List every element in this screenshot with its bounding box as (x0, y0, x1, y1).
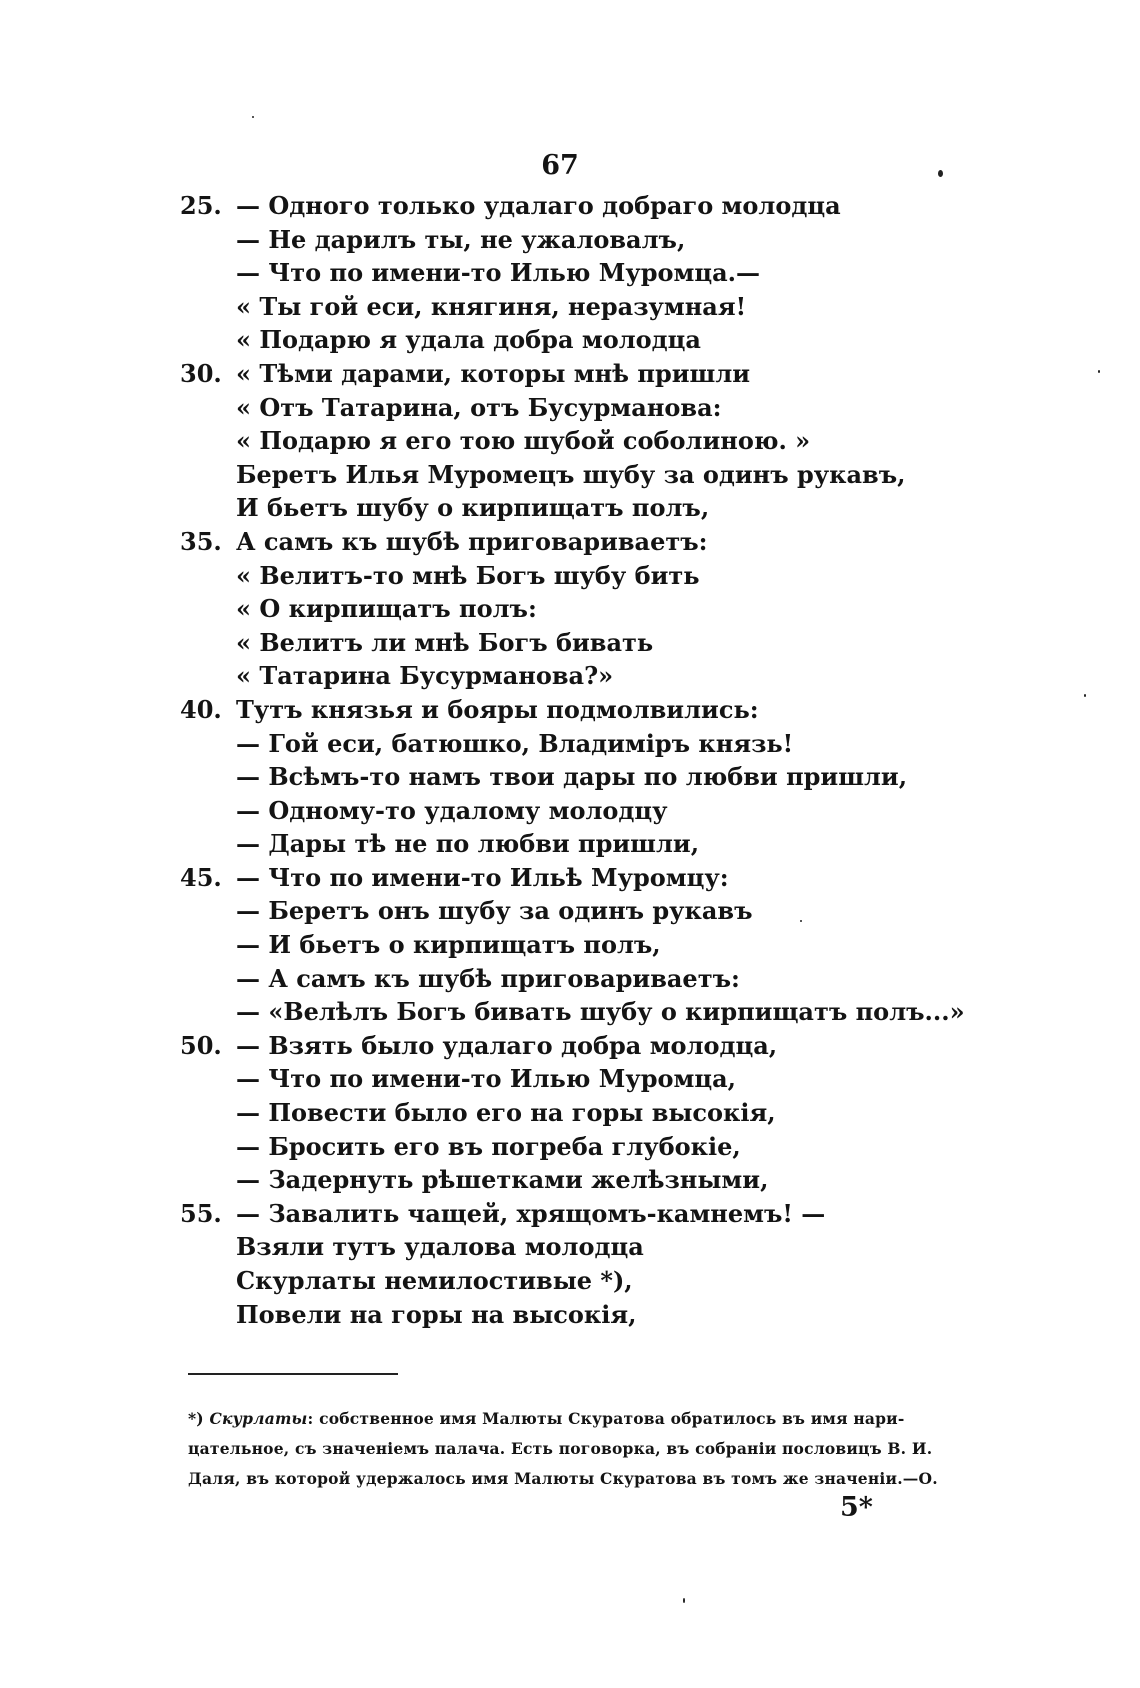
line-text: Тутъ князья и бояры подмолвились: (236, 694, 759, 724)
line-text: — Всѣмъ-то намъ твои дары по любви пришли, (236, 762, 908, 792)
line-text: Взяли тутъ удалова молодца (236, 1232, 644, 1262)
poem-line (180, 256, 1080, 290)
footnote-text: : собственное имя Малюты Скуратова обратилось въ имя нари- (307, 1409, 905, 1428)
print-speck (1098, 370, 1100, 373)
line-text: — Взять было удалаго добра молодца, (236, 1030, 778, 1060)
poem-line (180, 995, 1080, 1029)
line-text: — Что по имени-то Ильѣ Муромцу: (236, 862, 729, 892)
poem-line (180, 1264, 1080, 1298)
poem-line (180, 794, 1080, 828)
poem-line (180, 223, 1080, 257)
poem-line (180, 592, 1080, 626)
line-text: « О кирпищатъ полъ: (236, 594, 537, 624)
line-text: — Бросить его въ погреба глубокiе, (236, 1131, 741, 1161)
line-text: — Гой еси, батюшко, Владимiръ князь! (236, 728, 794, 758)
poem-line (180, 760, 1080, 794)
footnote-term: Скурлаты (209, 1409, 308, 1428)
print-speck (683, 1598, 685, 1603)
poem-line (180, 323, 1080, 357)
poem-line (180, 626, 1080, 660)
line-text: Повели на горы на высокiя, (236, 1299, 637, 1329)
line-number: 45. (180, 862, 222, 892)
poem-line (180, 559, 1080, 593)
line-number: 55. (180, 1198, 222, 1228)
line-text: — Что по имени-то Илью Муромца, (236, 1064, 736, 1094)
poem-line (180, 1197, 1080, 1231)
poem-line (180, 827, 1080, 861)
line-text: Скурлаты немилостивые *), (236, 1266, 633, 1295)
line-text: — Завалить чащей, хрящомъ-камнемъ! — (236, 1198, 826, 1228)
poem-line (180, 491, 1080, 525)
footnote-line-3: Даля, въ которой удержалось имя Малюты Скуратова въ томъ же значенiи.—О. (188, 1469, 938, 1488)
poem-line (180, 290, 1080, 324)
line-number: 25. (180, 191, 222, 220)
line-text: « Велитъ-то мнѣ Богъ шубу бить (236, 560, 700, 590)
poem-line (180, 894, 1080, 928)
poem-line (180, 1298, 1080, 1332)
line-text: « Тѣми дарами, которы мнѣ пришли (236, 358, 751, 388)
poem-line (180, 861, 1080, 895)
line-text: « Велитъ ли мнѣ Богъ бивать (236, 627, 654, 657)
page-number: 67 (541, 150, 579, 181)
line-number: 35. (180, 526, 222, 556)
poem-line (180, 928, 1080, 962)
poem-line (180, 1062, 1080, 1096)
poem-line (180, 1130, 1080, 1164)
poem-line (180, 1096, 1080, 1130)
poem-line (180, 727, 1080, 761)
line-text: — Не дарилъ ты, не ужаловалъ, (236, 224, 686, 254)
line-text: — «Велѣлъ Богъ бивать шубу о кирпищатъ полъ...» (236, 997, 965, 1027)
line-text: — Одному-то удалому молодцу (236, 795, 668, 825)
footnote-line-1 (188, 1404, 928, 1434)
footnote-marker: *) (188, 1409, 210, 1428)
line-number: 50. (180, 1030, 222, 1060)
poem-line (180, 1163, 1080, 1197)
footnote (188, 1404, 938, 1494)
line-text: — Дары тѣ не по любви пришли, (236, 829, 700, 859)
poem-line (180, 458, 1080, 492)
print-speck (938, 170, 943, 177)
line-text: А самъ къ шубѣ приговариваетъ: (236, 526, 708, 556)
poem-line (180, 525, 1080, 559)
poem-line (180, 357, 1080, 391)
line-text: — Одного только удалаго добраго молодца (236, 191, 841, 220)
poem-line (180, 1029, 1080, 1063)
footnote-line-2: цательное, съ значенiемъ палача. Есть поговорка, въ собранiи пословицъ В. И. (188, 1439, 933, 1458)
line-number: 40. (180, 694, 222, 724)
poem-body (180, 189, 1080, 1331)
line-text: — Что по имени-то Илью Муромца.— (236, 258, 760, 288)
footnote-separator (188, 1373, 398, 1375)
line-text: « Подарю я удала добра молодца (236, 325, 701, 355)
poem-line (180, 693, 1080, 727)
line-text: — Повести было его на горы высокiя, (236, 1098, 776, 1128)
poem-line (180, 962, 1080, 996)
poem-line (180, 1230, 1080, 1264)
poem-line (180, 391, 1080, 425)
line-number: 30. (180, 358, 222, 388)
print-speck (252, 116, 254, 118)
line-text: — Задернуть рѣшетками желѣзными, (236, 1165, 769, 1195)
line-text: И бьетъ шубу о кирпищатъ полъ, (236, 493, 710, 523)
line-text: « Ты гой еси, княгиня, неразумная! (236, 291, 747, 321)
poem-line (180, 424, 1080, 458)
line-text: — Беретъ онъ шубу за одинъ рукавъ (236, 896, 753, 926)
line-text: « Подарю я его тою шубой соболиною. » (236, 426, 811, 456)
line-text: — И бьетъ о кирпищатъ полъ, (236, 930, 661, 960)
poem-line (180, 189, 1080, 223)
signature-mark: 5* (840, 1492, 873, 1523)
line-text: « Татарина Бусурманова?» (236, 661, 614, 691)
line-text: Беретъ Илья Муромецъ шубу за одинъ рукавъ, (236, 459, 906, 489)
print-speck (1084, 694, 1086, 697)
line-text: — А самъ къ шубѣ приговариваетъ: (236, 963, 740, 993)
poem-line (180, 659, 1080, 693)
line-text: « Отъ Татарина, отъ Бусурманова: (236, 392, 722, 422)
